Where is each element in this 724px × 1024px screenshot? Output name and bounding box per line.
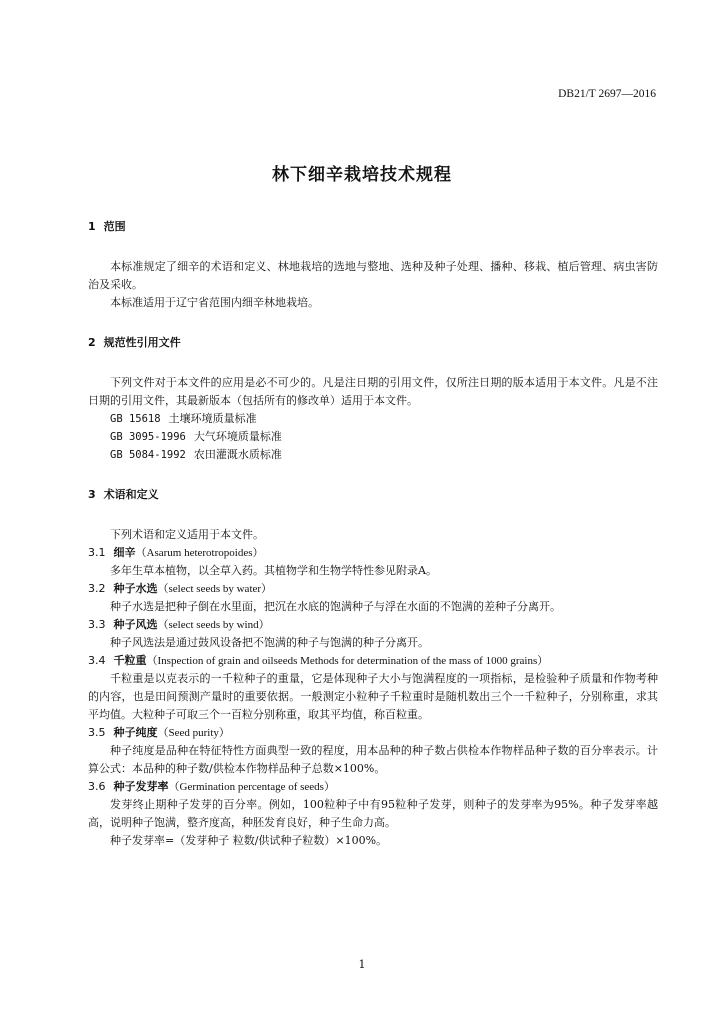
section-3-number: 3	[88, 488, 96, 501]
reference-title: 农田灌溉水质标准	[193, 448, 282, 461]
term-name: 种子水选	[113, 582, 158, 595]
term-formula: 种子发芽率=（发芽种子 粒数/供试种子粒数）×100%。	[110, 834, 388, 847]
term-english: （Inspection of grain and oilseeds Methods for determination of the mass of 1000 grains）	[146, 655, 549, 667]
term-heading	[88, 652, 658, 670]
section-1-paragraph-2: 本标准适用于辽宁省范围内细辛林地栽培。	[110, 296, 319, 309]
section-2-title: 规范性引用文件	[103, 336, 181, 349]
term-number: 3.5	[88, 726, 106, 739]
reference-item	[110, 428, 658, 446]
section-1-title: 范围	[103, 220, 126, 233]
term-number: 3.2	[88, 582, 106, 595]
term-definition: 千粒重是以克表示的一千粒种子的重量，它是体现种子大小与饱满程度的一项指标，是检验种子质量和作物考种的内容，也是田间预测产量时的重要依据。一般测定小粒种子千粒重时是随机数出三个一千粒种子，分别称重，求其平均值。大粒种子可取三个一百粒分别称重，取其平均值，称百粒重。	[88, 672, 658, 721]
term-definition: 发芽终止期种子发芽的百分率。例如，100粒种子中有95粒种子发芽，则种子的发芽率为95%。种子发芽率越高，说明种子饱满，整齐度高，种胚发育良好，种子生命力高。	[88, 798, 658, 829]
term-english: （select seeds by wind）	[157, 619, 270, 631]
page-number: 1	[358, 958, 366, 971]
reference-item	[110, 410, 658, 428]
reference-code: GB 15618	[110, 413, 161, 425]
term-heading	[88, 580, 658, 598]
term-english: （Asarum heterotropoides）	[135, 547, 264, 559]
term-name: 种子纯度	[113, 726, 158, 739]
section-3-title: 术语和定义	[103, 488, 159, 501]
term-english: （Seed purity）	[157, 727, 230, 739]
reference-code: GB 5084-1992	[110, 449, 186, 461]
section-2-paragraph-1: 下列文件对于本文件的应用是必不可少的。凡是注日期的引用文件，仅所注日期的版本适用于本文件。凡是不注日期的引用文件，其最新版本（包括所有的修改单）适用于本文件。	[88, 376, 658, 407]
term-definition: 多年生草本植物，以全草入药。其植物学和生物学特性参见附录A。	[110, 564, 437, 577]
reference-code: GB 3095-1996	[110, 431, 186, 443]
term-heading	[88, 616, 658, 634]
term-name: 千粒重	[113, 654, 147, 667]
term-english: （Germination percentage of seeds）	[168, 781, 335, 793]
document-title: 林下细辛栽培技术规程	[272, 165, 452, 185]
section-1-heading	[88, 218, 658, 236]
term-heading	[88, 544, 658, 562]
term-number: 3.6	[88, 780, 106, 793]
document-body	[88, 218, 658, 850]
section-1-number: 1	[88, 220, 96, 233]
reference-item	[110, 446, 658, 464]
term-heading	[88, 778, 658, 796]
reference-title: 土壤环境质量标准	[168, 412, 257, 425]
term-name: 种子风选	[113, 618, 158, 631]
term-name: 种子发芽率	[113, 780, 169, 793]
standard-number: DB21/T 2697—2016	[558, 88, 656, 100]
section-2-heading	[88, 334, 658, 352]
term-english: （select seeds by water）	[157, 583, 273, 595]
term-definition: 种子风选法是通过鼓风设备把不饱满的种子与饱满的种子分离开。	[110, 636, 429, 649]
section-3-heading	[88, 486, 658, 504]
term-number: 3.4	[88, 654, 106, 667]
term-number: 3.3	[88, 618, 106, 631]
term-heading	[88, 724, 658, 742]
section-3-intro: 下列术语和定义适用于本文件。	[110, 528, 264, 541]
term-definition: 种子纯度是品种在特征特性方面典型一致的程度，用本品种的种子数占供检本作物样品种子数的百分率表示。计算公式：本品种的种子数/供检本作物样品种子总数×100%。	[88, 744, 658, 775]
reference-title: 大气环境质量标准	[193, 430, 282, 443]
term-definition: 种子水选是把种子倒在水里面，把沉在水底的饱满种子与浮在水面的不饱满的差种子分离开。	[110, 600, 561, 613]
term-number: 3.1	[88, 546, 106, 559]
section-1-paragraph-1: 本标准规定了细辛的术语和定义、林地栽培的选地与整地、选种及种子处理、播种、移栽、植后管理、病虫害防治及采收。	[88, 260, 658, 291]
term-name: 细辛	[113, 546, 136, 559]
section-2-number: 2	[88, 336, 96, 349]
